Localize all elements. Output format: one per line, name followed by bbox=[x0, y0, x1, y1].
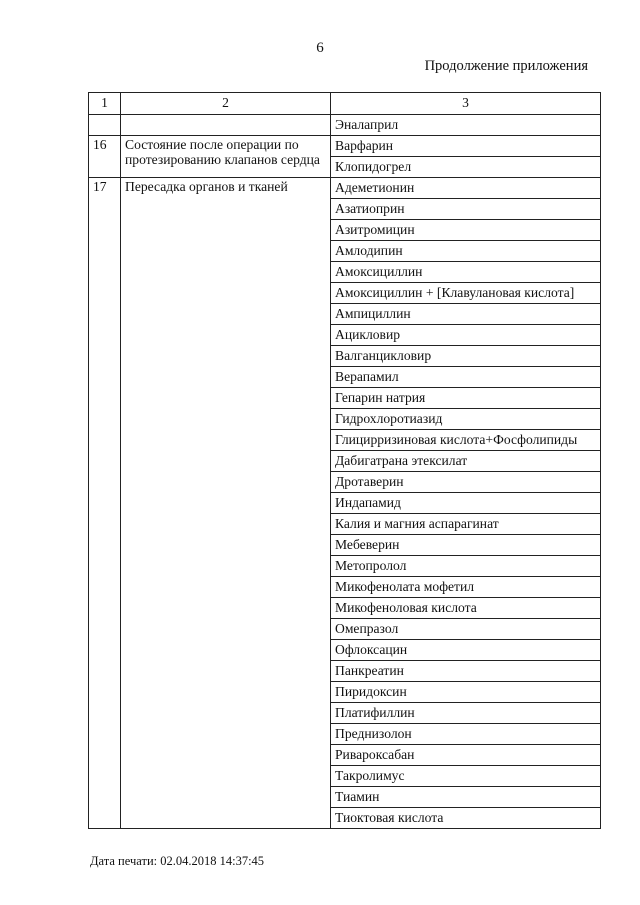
drug-cell: Варфарин bbox=[331, 136, 601, 157]
drug-cell: Мебеверин bbox=[331, 535, 601, 556]
drug-cell: Микофеноловая кислота bbox=[331, 598, 601, 619]
drug-cell: Офлоксацин bbox=[331, 640, 601, 661]
drug-cell: Тиоктовая кислота bbox=[331, 808, 601, 829]
drug-table bbox=[88, 92, 601, 829]
header-row bbox=[89, 93, 601, 115]
drug-cell: Верапамил bbox=[331, 367, 601, 388]
row-number-cell bbox=[89, 115, 121, 136]
drug-cell: Клопидогрел bbox=[331, 157, 601, 178]
drug-cell: Панкреатин bbox=[331, 661, 601, 682]
header-col-3: 3 bbox=[331, 93, 601, 115]
continuation-subtitle: Продолжение приложения bbox=[424, 58, 588, 74]
condition-cell bbox=[121, 115, 331, 136]
drug-cell: Такролимус bbox=[331, 766, 601, 787]
drug-cell: Эналаприл bbox=[331, 115, 601, 136]
drug-cell: Пиридоксин bbox=[331, 682, 601, 703]
drug-cell: Амоксициллин bbox=[331, 262, 601, 283]
drug-cell: Платифиллин bbox=[331, 703, 601, 724]
page-number: 6 bbox=[316, 40, 324, 56]
drug-cell: Ривароксабан bbox=[331, 745, 601, 766]
condition-cell: Состояние после операции по протезированию клапанов сердца bbox=[121, 136, 331, 178]
drug-cell: Калия и магния аспарагинат bbox=[331, 514, 601, 535]
table-row bbox=[89, 136, 601, 157]
drug-cell: Амоксициллин + [Клавулановая кислота] bbox=[331, 283, 601, 304]
drug-cell: Преднизолон bbox=[331, 724, 601, 745]
drug-cell: Омепразол bbox=[331, 619, 601, 640]
drug-cell: Гепарин натрия bbox=[331, 388, 601, 409]
drug-cell: Амлодипин bbox=[331, 241, 601, 262]
drug-cell: Индапамид bbox=[331, 493, 601, 514]
row-number-cell: 17 bbox=[89, 178, 121, 829]
drug-cell: Дротаверин bbox=[331, 472, 601, 493]
drug-cell: Адеметионин bbox=[331, 178, 601, 199]
header-col-2: 2 bbox=[121, 93, 331, 115]
drug-cell: Микофенолата мофетил bbox=[331, 577, 601, 598]
drug-cell: Глицирризиновая кислота+Фосфолипиды bbox=[331, 430, 601, 451]
drug-cell: Гидрохлоротиазид bbox=[331, 409, 601, 430]
table-row bbox=[89, 178, 601, 199]
drug-cell: Тиамин bbox=[331, 787, 601, 808]
header-col-1: 1 bbox=[89, 93, 121, 115]
drug-cell: Азитромицин bbox=[331, 220, 601, 241]
drug-cell: Ампициллин bbox=[331, 304, 601, 325]
table-row bbox=[89, 115, 601, 136]
drug-cell: Дабигатрана этексилат bbox=[331, 451, 601, 472]
condition-cell: Пересадка органов и тканей bbox=[121, 178, 331, 829]
drug-cell: Азатиоприн bbox=[331, 199, 601, 220]
print-date: Дата печати: 02.04.2018 14:37:45 bbox=[90, 854, 265, 868]
drug-cell: Ацикловир bbox=[331, 325, 601, 346]
row-number-cell: 16 bbox=[89, 136, 121, 178]
drug-cell: Метопролол bbox=[331, 556, 601, 577]
drug-cell: Валганцикловир bbox=[331, 346, 601, 367]
